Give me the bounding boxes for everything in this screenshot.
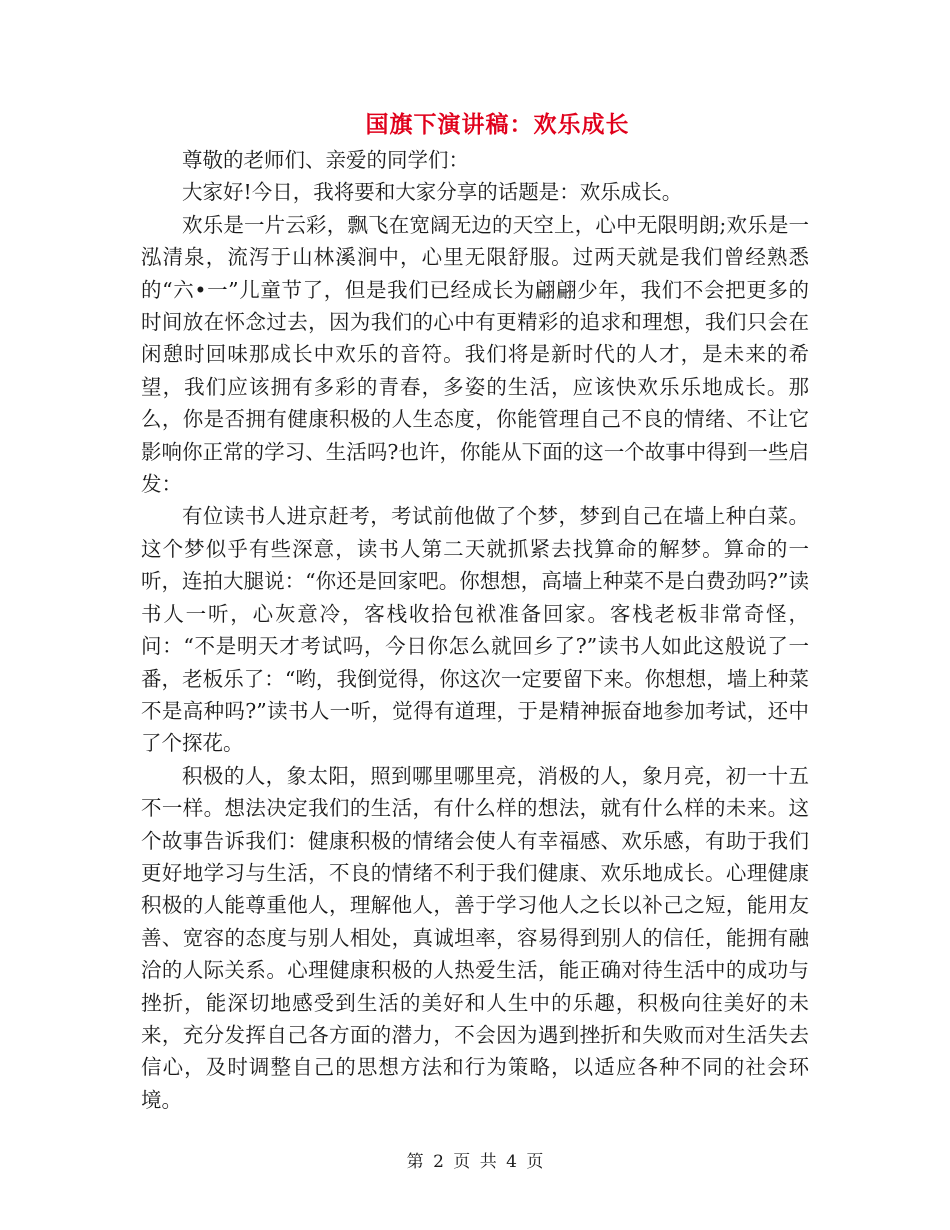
document-title: 国旗下演讲稿：欢乐成长 xyxy=(365,112,630,138)
conclusion-paragraph: 积极的人，象太阳，照到哪里哪里亮，消极的人，象月亮，初一十五不一样。想法决定我们的生活，有什么样的想法，就有什么样的未来。这个故事告诉我们：健康积极的情绪会使人有幸福感、欢乐感，有助于我们更好地学习与生活，不良的情绪不利于我们健康、欢乐地成长。心理健康积极的人能尊重他人，理解他人，善于学习他人之长以补己之短，能用友善、宽容的态度与别人相处，真诚坦率，容易得到别人的信任，能拥有融洽的人际关系。心理健康积极的人热爱生活，能正确对待生活中的成功与挫折，能深切地感受到生活的美好和人生中的乐趣，积极向往美好的未来，充分发挥自己各方面的潜力，不会因为遇到挫折和失败而对生活失去信心，及时调整自己的思想方法和行为策略，以适应各种不同的社会环境。 xyxy=(141,763,809,1112)
story-paragraph: 有位读书人进京赶考，考试前他做了个梦，梦到自己在墙上种白菜。这个梦似乎有些深意，读书人第二天就抓紧去找算命的解梦。算命的一听，连拍大腿说：“你还是回家吧。你想想，高墙上种菜不是白费劲吗?”读书人一听，心灰意冷，客栈收拾包袱准备回家。客栈老板非常奇怪，问：“不是明天才考试吗，今日你怎么就回乡了?”读书人如此这般说了一番，老板乐了：“哟，我倒觉得，你这次一定要留下来。你想想，墙上种菜不是高种吗?”读书人一听，觉得有道理，于是精神振奋地参加考试，还中了个探花。 xyxy=(141,504,809,756)
document-body xyxy=(141,144,809,1116)
body-paragraph: 欢乐是一片云彩，飘飞在宽阔无边的天空上，心中无限明朗;欢乐是一泓清泉，流泻于山林溪涧中，心里无限舒服。过两天就是我们曾经熟悉的“六•一”儿童节了，但是我们已经成长为翩翩少年，我们不会把更多的时间放在怀念过去，因为我们的心中有更精彩的追求和理想，我们只会在闲憩时回味那成长中欢乐的音符。我们将是新时代的人才，是未来的希望，我们应该拥有多彩的青春，多姿的生活，应该快欢乐乐地成长。那么，你是否拥有健康积极的人生态度，你能管理自己不良的情绪、不让它影响你正常的学习、生活吗?也许，你能从下面的这一个故事中得到一些启发： xyxy=(141,212,809,497)
salutation-paragraph: 尊敬的老师们、亲爱的同学们： xyxy=(182,148,469,172)
page-number-footer: 第 2 页 共 4 页 xyxy=(406,1152,544,1172)
greeting-paragraph: 大家好!今日，我将要和大家分享的话题是：欢乐成长。 xyxy=(182,180,683,205)
